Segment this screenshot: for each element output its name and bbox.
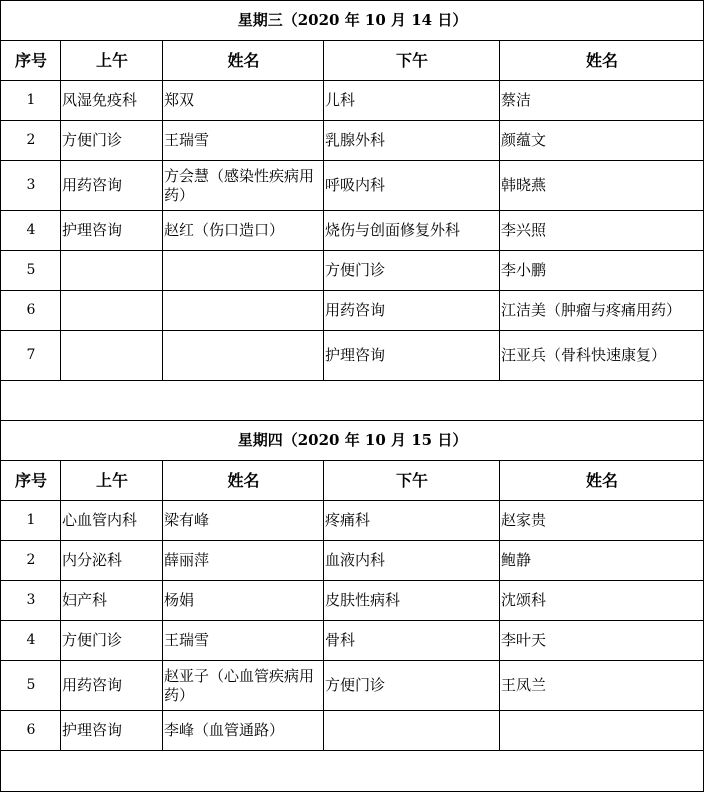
cell-afternoon-dept: 用药咨询 xyxy=(324,291,500,331)
cell-row-number: 3 xyxy=(1,161,61,211)
cell-afternoon-dept: 皮肤性病科 xyxy=(324,581,500,621)
cell-morning-dept: 心血管内科 xyxy=(61,501,163,541)
column-header-morning-doctor: 姓名 xyxy=(163,461,324,501)
table-row xyxy=(1,621,704,661)
column-header-morning-doctor: 姓名 xyxy=(163,41,324,81)
cell-afternoon-doctor xyxy=(500,711,704,751)
cell-afternoon-doctor: 沈颂科 xyxy=(500,581,704,621)
column-header-row-number: 序号 xyxy=(1,41,61,81)
cell-afternoon-dept: 血液内科 xyxy=(324,541,500,581)
cell-row-number: 1 xyxy=(1,81,61,121)
column-header-afternoon-doctor: 姓名 xyxy=(500,461,704,501)
table-row xyxy=(1,661,704,711)
cell-row-number: 5 xyxy=(1,661,61,711)
cell-afternoon-dept: 乳腺外科 xyxy=(324,121,500,161)
cell-morning-dept: 护理咨询 xyxy=(61,711,163,751)
cell-afternoon-dept: 呼吸内科 xyxy=(324,161,500,211)
table-row xyxy=(1,161,704,211)
cell-morning-doctor: 杨娟 xyxy=(163,581,324,621)
spacer-cell xyxy=(1,751,704,792)
cell-morning-dept: 方便门诊 xyxy=(61,621,163,661)
table-row xyxy=(1,711,704,751)
cell-morning-doctor xyxy=(163,291,324,331)
column-header-morning-dept: 上午 xyxy=(61,41,163,81)
cell-afternoon-doctor: 赵家贵 xyxy=(500,501,704,541)
cell-morning-doctor: 郑双 xyxy=(163,81,324,121)
spacer-cell xyxy=(1,381,704,421)
cell-row-number: 6 xyxy=(1,711,61,751)
cell-morning-dept: 妇产科 xyxy=(61,581,163,621)
column-header-row-number: 序号 xyxy=(1,461,61,501)
cell-row-number: 4 xyxy=(1,621,61,661)
cell-afternoon-doctor: 蔡洁 xyxy=(500,81,704,121)
cell-morning-dept: 用药咨询 xyxy=(61,161,163,211)
cell-afternoon-doctor: 颜蕴文 xyxy=(500,121,704,161)
cell-afternoon-dept: 方便门诊 xyxy=(324,661,500,711)
table-row xyxy=(1,291,704,331)
cell-morning-doctor: 王瑞雪 xyxy=(163,621,324,661)
spacer-row xyxy=(1,751,704,792)
cell-morning-doctor: 赵红（伤口造口） xyxy=(163,211,324,251)
cell-afternoon-dept: 方便门诊 xyxy=(324,251,500,291)
cell-row-number: 1 xyxy=(1,501,61,541)
cell-morning-dept: 用药咨询 xyxy=(61,661,163,711)
section-title: 星期三（2020 年 10 月 14 日） xyxy=(1,1,704,41)
column-header-afternoon-doctor: 姓名 xyxy=(500,41,704,81)
cell-afternoon-doctor: 鲍静 xyxy=(500,541,704,581)
cell-morning-dept xyxy=(61,331,163,381)
table-row xyxy=(1,251,704,291)
cell-row-number: 5 xyxy=(1,251,61,291)
cell-afternoon-dept: 烧伤与创面修复外科 xyxy=(324,211,500,251)
cell-morning-dept: 内分泌科 xyxy=(61,541,163,581)
cell-row-number: 2 xyxy=(1,541,61,581)
cell-morning-doctor: 赵亚子（心血管疾病用药） xyxy=(163,661,324,711)
cell-afternoon-doctor: 江洁美（肿瘤与疼痛用药） xyxy=(500,291,704,331)
table-row xyxy=(1,121,704,161)
cell-afternoon-dept: 护理咨询 xyxy=(324,331,500,381)
cell-morning-doctor: 方会慧（感染性疾病用药） xyxy=(163,161,324,211)
cell-afternoon-doctor: 王凤兰 xyxy=(500,661,704,711)
header-row xyxy=(1,41,704,81)
cell-row-number: 4 xyxy=(1,211,61,251)
table-row xyxy=(1,331,704,381)
cell-afternoon-doctor: 汪亚兵（骨科快速康复） xyxy=(500,331,704,381)
cell-afternoon-doctor: 李兴照 xyxy=(500,211,704,251)
cell-morning-doctor: 王瑞雪 xyxy=(163,121,324,161)
cell-morning-doctor: 薛丽萍 xyxy=(163,541,324,581)
cell-morning-dept: 护理咨询 xyxy=(61,211,163,251)
cell-afternoon-dept xyxy=(324,711,500,751)
section-title: 星期四（2020 年 10 月 15 日） xyxy=(1,421,704,461)
cell-morning-dept xyxy=(61,251,163,291)
cell-morning-doctor: 李峰（血管通路） xyxy=(163,711,324,751)
section-title-row xyxy=(1,421,704,461)
cell-morning-dept: 方便门诊 xyxy=(61,121,163,161)
cell-row-number: 2 xyxy=(1,121,61,161)
header-row xyxy=(1,461,704,501)
column-header-afternoon-dept: 下午 xyxy=(324,41,500,81)
cell-morning-doctor xyxy=(163,331,324,381)
cell-morning-dept xyxy=(61,291,163,331)
cell-row-number: 6 xyxy=(1,291,61,331)
section-title-row xyxy=(1,1,704,41)
cell-afternoon-doctor: 韩晓燕 xyxy=(500,161,704,211)
table-row xyxy=(1,81,704,121)
cell-afternoon-dept: 儿科 xyxy=(324,81,500,121)
table-row xyxy=(1,501,704,541)
table-row xyxy=(1,581,704,621)
column-header-afternoon-dept: 下午 xyxy=(324,461,500,501)
cell-afternoon-dept: 骨科 xyxy=(324,621,500,661)
cell-morning-doctor xyxy=(163,251,324,291)
cell-morning-dept: 风湿免疫科 xyxy=(61,81,163,121)
cell-morning-doctor: 梁有峰 xyxy=(163,501,324,541)
table-row xyxy=(1,211,704,251)
spacer-row xyxy=(1,381,704,421)
cell-row-number: 3 xyxy=(1,581,61,621)
cell-afternoon-doctor: 李小鹏 xyxy=(500,251,704,291)
cell-row-number: 7 xyxy=(1,331,61,381)
table-row xyxy=(1,541,704,581)
column-header-morning-dept: 上午 xyxy=(61,461,163,501)
cell-afternoon-dept: 疼痛科 xyxy=(324,501,500,541)
cell-afternoon-doctor: 李叶天 xyxy=(500,621,704,661)
